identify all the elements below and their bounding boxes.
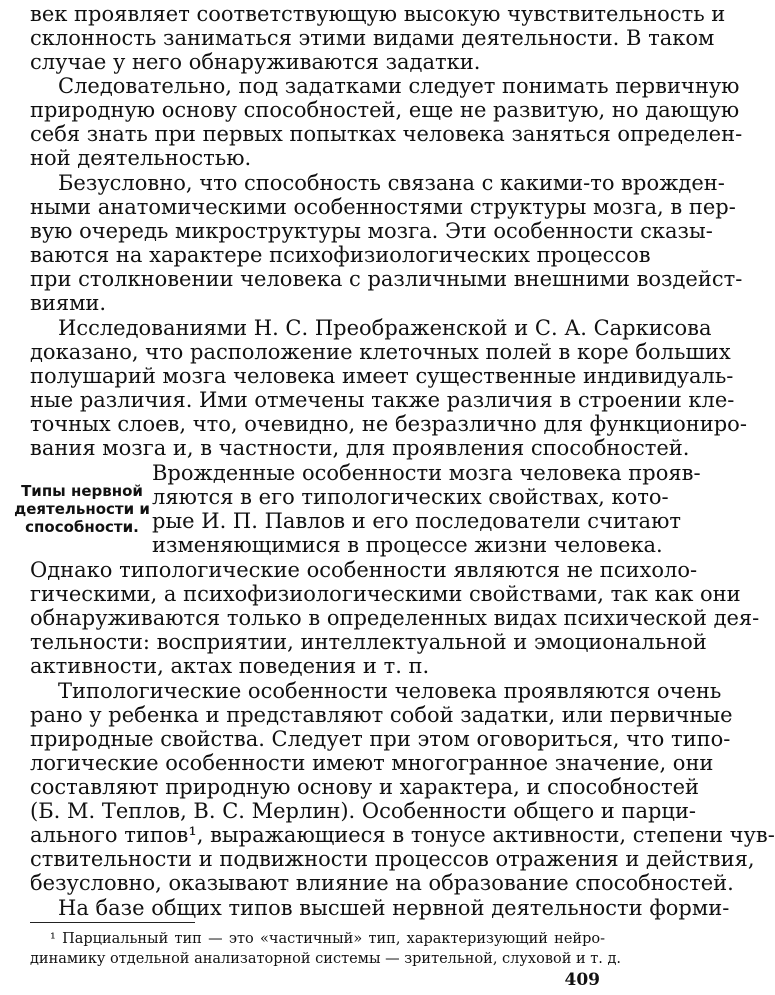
text-line: ствительности и подвижности процессов отражения и действия, [30, 847, 755, 871]
text-line: Врожденные особенности мозга человека прояв- [152, 461, 701, 485]
text-line: Однако типологические особенности являются не психоло- [30, 558, 698, 582]
text-line: точных слоев, что, очевидно, не безразлично для функциониро- [30, 412, 747, 436]
text-line: гическими, а психофизиологическими свойствами, так как они [30, 582, 741, 606]
text-line: ального типов¹, выражающиеся в тонусе активности, степени чув- [30, 823, 775, 847]
text-line: ляются в его типологических свойствах, кото- [152, 485, 669, 509]
text-line: вую очередь микроструктуры мозга. Эти особенности сказы- [30, 219, 713, 243]
margin-note: Типы нервной деятельности и способности. [14, 482, 150, 536]
text-line: доказано, что расположение клеточных полей в коре больших [30, 340, 731, 364]
text-line: Типологические особенности человека проявляются очень [58, 679, 722, 703]
text-line: логические особенности имеют многогранное значение, они [30, 751, 714, 775]
text-line: (Б. М. Теплов, В. С. Мерлин). Особенности общего и парци- [30, 799, 697, 823]
text-line: ной деятельностью. [30, 146, 252, 170]
text-line: Безусловно, что способность связана с какими-то врожден- [58, 171, 725, 195]
text-line: рые И. П. Павлов и его последователи считают [152, 509, 681, 533]
text-line: Следовательно, под задатками следует понимать первичную [58, 74, 740, 98]
text-line: тельности: восприятии, интеллектуальной и эмоциональной [30, 630, 707, 654]
text-line: безусловно, оказывают влияние на образование способностей. [30, 871, 734, 895]
page-number: 409 [564, 970, 600, 990]
text-line: вания мозга и, в частности, для проявления способностей. [30, 436, 690, 460]
text-line: изменяющимися в процессе жизни человека. [152, 533, 663, 557]
text-line: На базе общих типов высшей нервной деятельности форми- [58, 896, 730, 920]
text-line: век проявляет соответствующую высокую чувствительность и [30, 2, 726, 26]
text-line: рано у ребенка и представляют собой задатки, или первичные [30, 703, 733, 727]
text-line: случае у него обнаруживаются задатки. [30, 50, 481, 74]
footnote-line: динамику отдельной анализаторной системы — зрительной, слуховой и т. д. [30, 951, 622, 967]
text-line: природные свойства. Следует при этом оговориться, что типо- [30, 727, 731, 751]
footnote-rule [30, 922, 195, 923]
text-line: ваются на характере психофизиологических процессов [30, 243, 651, 267]
text-line: склонность заниматься этими видами деятельности. В таком [30, 26, 715, 50]
text-line: полушарий мозга человека имеет существенные индивидуаль- [30, 364, 734, 388]
text-line: ные различия. Ими отмечены также различия в строении кле- [30, 388, 735, 412]
text-line: обнаруживаются только в определенных видах психической дея- [30, 606, 760, 630]
text-line: виями. [30, 291, 107, 315]
text-line: ными анатомическими особенностями структуры мозга, в пер- [30, 195, 736, 219]
text-line: активности, актах поведения и т. п. [30, 654, 430, 678]
text-line: составляют природную основу и характера, и способностей [30, 775, 699, 799]
text-line: при столкновении человека с различными внешними воздейст- [30, 267, 743, 291]
text-line: себя знать при первых попытках человека заняться определен- [30, 122, 743, 146]
text-line: Исследованиями Н. С. Преображенской и С. А. Саркисова [58, 316, 712, 340]
text-line: природную основу способностей, еще не развитую, но дающую [30, 98, 740, 122]
footnote-line: ¹ Парциальный тип — это «частичный» тип, характеризующий нейро- [50, 931, 605, 947]
